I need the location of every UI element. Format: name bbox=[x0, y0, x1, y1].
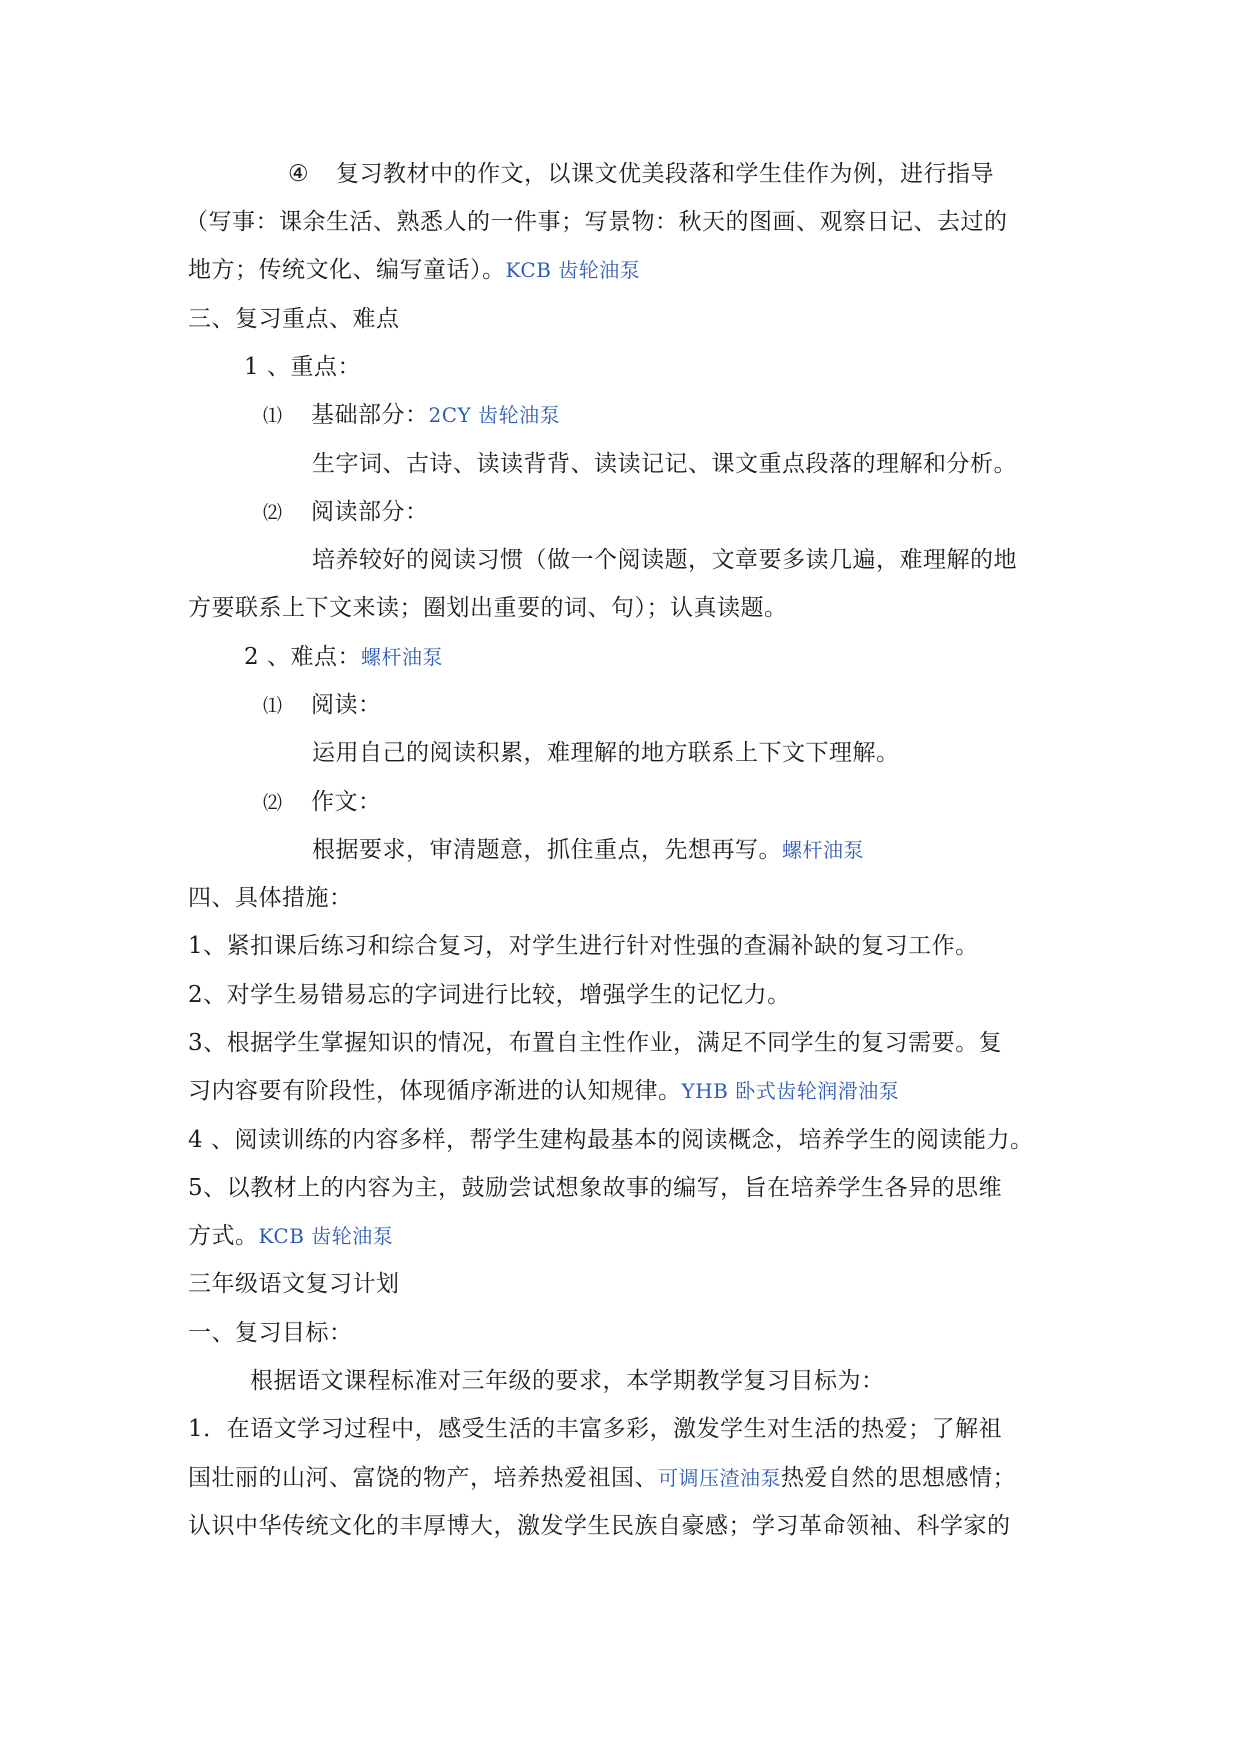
inline-link[interactable]: 2CY 齿轮油泵 bbox=[428, 403, 561, 427]
inline-link[interactable]: 螺杆油泵 bbox=[360, 645, 443, 669]
inline-link[interactable]: KCB 齿轮油泵 bbox=[505, 258, 641, 282]
parenthesized-number: ⑵ bbox=[263, 502, 283, 524]
paragraph-line: 1．在语文学习过程中，感受生活的丰富多彩，激发学生对生活的热爱；了解祖 bbox=[188, 1416, 1003, 1442]
paragraph-line: 生字词、古诗、读读背背、读读记记、课文重点段落的理解和分析。 bbox=[312, 451, 1017, 477]
circled-number: ④ bbox=[288, 161, 310, 187]
paragraph-line: 方要联系上下文来读；圈划出重要的词、句）；认真读题。 bbox=[188, 595, 788, 621]
paragraph-line: 4 、阅读训练的内容多样，帮学生建构最基本的阅读概念，培养学生的阅读能力。 bbox=[188, 1127, 1034, 1153]
parenthesized-number: ⑵ bbox=[263, 792, 283, 814]
inline-link[interactable]: 螺杆油泵 bbox=[782, 838, 864, 862]
paragraph-line: 培养较好的阅读习惯（做一个阅读题，文章要多读几遍，难理解的地 bbox=[312, 547, 1017, 573]
inline-link[interactable]: 可调压渣油泵 bbox=[658, 1466, 781, 1490]
document-title: 三年级语文复习计划 bbox=[188, 1271, 400, 1297]
paragraph-line: 根据语文课程标准对三年级的要求，本学期教学复习目标为： bbox=[250, 1368, 885, 1394]
paragraph-line: （写事：课余生活、熟悉人的一件事；写景物：秋天的图画、观察日记、去过的 bbox=[185, 209, 1008, 235]
list-item: ⑴ 阅读： bbox=[263, 689, 382, 722]
paragraph-line: 根据要求，审清题意，抓住重点，先想再写。螺杆油泵 bbox=[312, 837, 864, 863]
inline-link[interactable]: YHB 卧式齿轮润滑油泵 bbox=[681, 1079, 900, 1103]
paragraph-line: ④ 复习教材中的作文，以课文优美段落和学生佳作为例，进行指导 bbox=[288, 158, 994, 190]
subsection-heading: 2 、难点：螺杆油泵 bbox=[244, 644, 443, 670]
paragraph-line: 习内容要有阶段性，体现循序渐进的认知规律。YHB 卧式齿轮润滑油泵 bbox=[188, 1078, 900, 1104]
paragraph-line: 国壮丽的山河、富饶的物产，培养热爱祖国、可调压渣油泵热爱自然的思想感情； bbox=[188, 1465, 1016, 1491]
paragraph-line: 3、根据学生掌握知识的情况，布置自主性作业，满足不同学生的复习需要。复 bbox=[188, 1030, 1003, 1056]
section-heading: 四、具体措施： bbox=[188, 885, 353, 911]
paragraph-line: 2、对学生易错易忘的字词进行比较，增强学生的记忆力。 bbox=[188, 982, 791, 1008]
paragraph-line: 1、紧扣课后练习和综合复习，对学生进行针对性强的查漏补缺的复习工作。 bbox=[188, 933, 979, 959]
list-item: ⑵ 阅读部分： bbox=[263, 496, 429, 529]
list-item: ⑵ 作文： bbox=[263, 786, 382, 819]
paragraph-line: 运用自己的阅读积累，难理解的地方联系上下文下理解。 bbox=[312, 740, 900, 766]
parenthesized-number: ⑴ bbox=[263, 405, 283, 427]
section-heading: 一、复习目标： bbox=[188, 1320, 353, 1346]
paragraph-line: 地方；传统文化、编写童话）。KCB 齿轮油泵 bbox=[188, 257, 641, 283]
subsection-heading: 1 、重点： bbox=[244, 354, 361, 380]
paragraph-line: 方式。KCB 齿轮油泵 bbox=[188, 1223, 394, 1249]
parenthesized-number: ⑴ bbox=[263, 695, 283, 717]
list-item: ⑴ 基础部分：2CY 齿轮油泵 bbox=[263, 399, 560, 432]
section-heading: 三、复习重点、难点 bbox=[188, 306, 400, 332]
paragraph-line: 5、以教材上的内容为主，鼓励尝试想象故事的编写，旨在培养学生各异的思维 bbox=[188, 1175, 1003, 1201]
inline-link[interactable]: KCB 齿轮油泵 bbox=[258, 1224, 394, 1248]
paragraph-line: 认识中华传统文化的丰厚博大，激发学生民族自豪感；学习革命领袖、科学家的 bbox=[188, 1513, 1011, 1539]
